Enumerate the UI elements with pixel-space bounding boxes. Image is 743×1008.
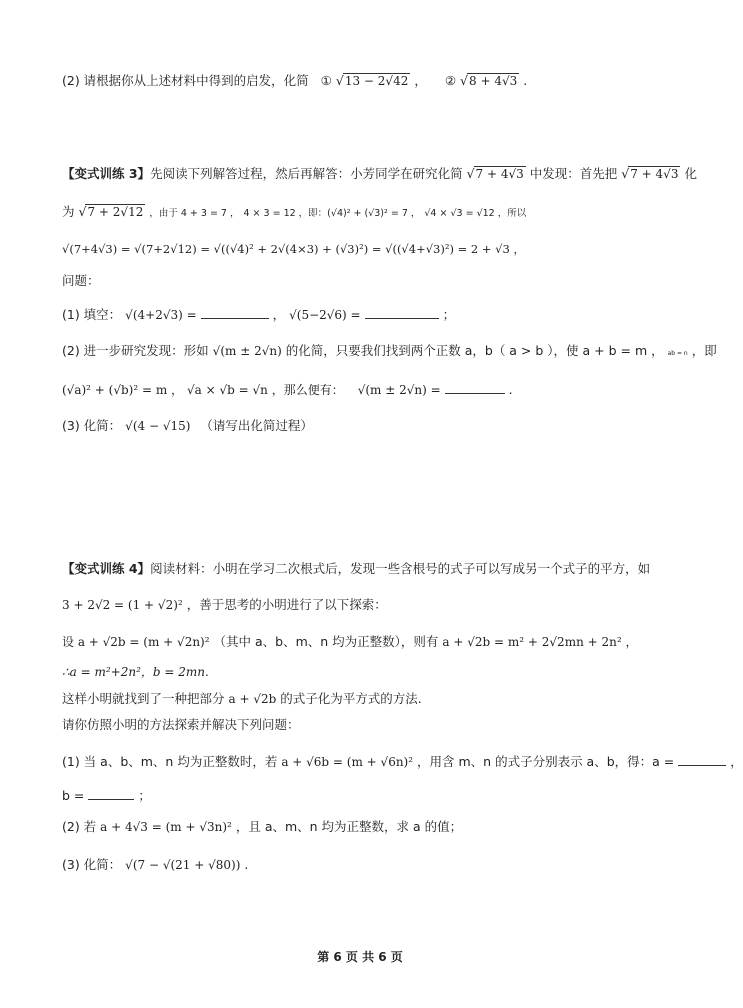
ex4-line3 — [62, 633, 637, 651]
ex4-q2 — [62, 818, 462, 836]
ex3-l2-b: ，由于 4 + 3 = 7 ， — [149, 208, 240, 219]
expr1: 13 − 2√42 — [344, 74, 409, 88]
ex4-q1-b: ，用含 m、n 的式子分别表示 a、b，得：a = — [417, 754, 675, 769]
part2-prefix: (2) 请根据你从上述材料中得到的启发，化简 — [62, 73, 309, 88]
ex3-expr-a: 7 + 4√3 — [475, 167, 524, 181]
ex3-derivation: √(7+4√3) = √(7+2√12) = √((√4)² + 2√(4×3) + (√3)²) = √((√4+√3)²) = 2 + √3 ， — [62, 242, 525, 256]
ex4-l3-expr: a + √2b = m² + 2√2mn + 2n² ， — [442, 635, 638, 649]
item2-marker: ② — [444, 73, 457, 88]
ex3-q1-expr2: √(5−2√6) = — [289, 308, 361, 322]
ex3-q3-expr: √(4 − √15) — [125, 419, 191, 433]
ex4-q1-l2-end: ； — [138, 788, 151, 803]
ex3-q1-sep: ， — [272, 307, 286, 322]
ex3-q2-l2-a: (√a)² + (√b)² = m ， — [62, 383, 184, 397]
ex3-line2: 为 √7 + 2√12 ，由于 4 + 3 = 7 ， 4 × 3 = 12 ，即：(√4)² + (√3)² = 7 ， √4 × √3 = √12 ，所以 — [62, 204, 527, 219]
ex4-l5-b: 的式子化为平方式的方法. — [280, 691, 422, 706]
ex4-q3-end: . — [244, 857, 249, 872]
ex4-q1-blank-a[interactable] — [678, 752, 726, 766]
ex3-q1-blank2[interactable] — [365, 305, 439, 319]
question-label: 问题： — [62, 273, 100, 288]
ex4-l2-text: ，善于思考的小明进行了以下探索： — [186, 597, 387, 612]
ex4-l3-a: 设 a + √2b = (m + √2n)² — [62, 635, 210, 649]
ex3-title: 【变式训练 3】 — [62, 166, 151, 181]
ex3-line1: 【变式训练 3】先阅读下列解答过程，然后再解答：小芳同学在研究化简 √7 + 4√3 中发现：首先把 √7 + 4√3 化 — [62, 166, 697, 181]
ex3-q2-l2-end: . — [508, 382, 513, 397]
ex3-q1 — [62, 305, 455, 324]
ex3-q1-expr1: √(4+2√3) = — [125, 308, 197, 322]
part2-end: . — [523, 73, 528, 88]
ex3-q2-l2-b: √a × √b = √n ，那么便有： — [187, 383, 344, 397]
page-footer: 第 6 页 共 6 页 — [317, 950, 403, 964]
ex4-q1-blank-b[interactable] — [88, 786, 134, 800]
ex3-q1-end: ； — [442, 307, 456, 322]
ex4-q1-a: (1) 当 a、b、m、n 均为正整数时，若 — [62, 754, 278, 769]
ex4-q1 — [62, 752, 743, 771]
ex3-q1-label: (1) 填空： — [62, 307, 122, 322]
item1-marker: ① — [320, 73, 332, 88]
ex3-l2-expr: 7 + 2√12 — [87, 205, 144, 219]
part2-line: (2) 请根据你从上述材料中得到的启发，化简 ① √13 − 2√42 ， ② √8 + 4√3 . — [62, 73, 528, 88]
ex4-q1-end: ， — [730, 754, 743, 769]
ex3-q2-blank[interactable] — [445, 380, 505, 394]
ex4-l3-b: （其中 a、b、m、n 均为正整数），则有 — [213, 634, 439, 649]
ex3-end: 化 — [684, 166, 697, 181]
ex3-q2-line2 — [62, 380, 513, 399]
ex4-q1-line2 — [62, 786, 151, 805]
ex4-l5-expr: a + √2b — [228, 692, 277, 706]
ex3-l2-d: √4 × √3 = √12 ，所以 — [424, 208, 527, 219]
ex4-q1-l2: b = — [62, 788, 85, 803]
ex4-line6: 请你仿照小明的方法探索并解决下列问题： — [62, 717, 300, 732]
ex4-line5 — [62, 690, 422, 708]
ex3-q2-b: 的化简，只要我们找到两个正数 a，b（ a > b ），使 a + b = m ， — [285, 343, 664, 358]
ex3-intro: 先阅读下列解答过程，然后再解答：小芳同学在研究化简 — [150, 166, 463, 181]
ex3-q2-tiny: ab = n — [667, 350, 688, 357]
ex4-q1-expr: a + √6b = (m + √6n)² — [281, 755, 414, 769]
ex3-mid: 中发现：首先把 — [529, 166, 618, 181]
ex3-q3 — [62, 417, 313, 435]
ex3-q3-note: （请写出化简过程） — [200, 418, 313, 433]
ex3-q2-l2-expr: √(m ± 2√n) = — [357, 383, 441, 397]
ex3-q2 — [62, 342, 717, 363]
ex4-l2-expr: 3 + 2√2 = (1 + √2)² — [62, 598, 183, 612]
ex3-l2-a: 为 — [62, 204, 75, 219]
ex4-title: 【变式训练 4】 — [62, 561, 151, 576]
ex4-line2 — [62, 596, 387, 614]
ex4-l5-a: 这样小明就找到了一种把部分 — [62, 691, 225, 706]
ex4-intro: 阅读材料：小明在学习二次根式后，发现一些含根号的式子可以写成另一个式子的平方，如 — [150, 561, 651, 576]
ex4-q2-a: (2) 若 — [62, 819, 97, 834]
expr2: 8 + 4√3 — [469, 74, 518, 88]
ex4-q3-a: (3) 化简： — [62, 857, 122, 872]
ex3-expr-b: 7 + 4√3 — [630, 167, 679, 181]
ex3-q2-c: ，即 — [691, 343, 717, 358]
ex3-l2-c: 4 × 3 = 12 ，即：(√4)² + (√3)² = 7 ， — [243, 208, 421, 219]
ex4-line4: ∴a = m²+2n²，b = 2mn. — [62, 665, 209, 679]
ex3-q1-blank1[interactable] — [201, 305, 269, 319]
ex4-q3-expr: √(7 − √(21 + √80)) — [125, 858, 241, 872]
ex4-line1 — [62, 560, 650, 578]
ex4-q2-b: ，且 a、m、n 均为正整数，求 a 的值； — [235, 819, 463, 834]
ex3-q2-expr: √(m ± 2√n) — [212, 344, 282, 358]
ex4-q3 — [62, 856, 248, 874]
ex3-q3-label: (3) 化简： — [62, 418, 122, 433]
ex3-q2-a: (2) 进一步研究发现：形如 — [62, 343, 209, 358]
ex4-q2-expr: a + 4√3 = (m + √3n)² — [100, 820, 232, 834]
